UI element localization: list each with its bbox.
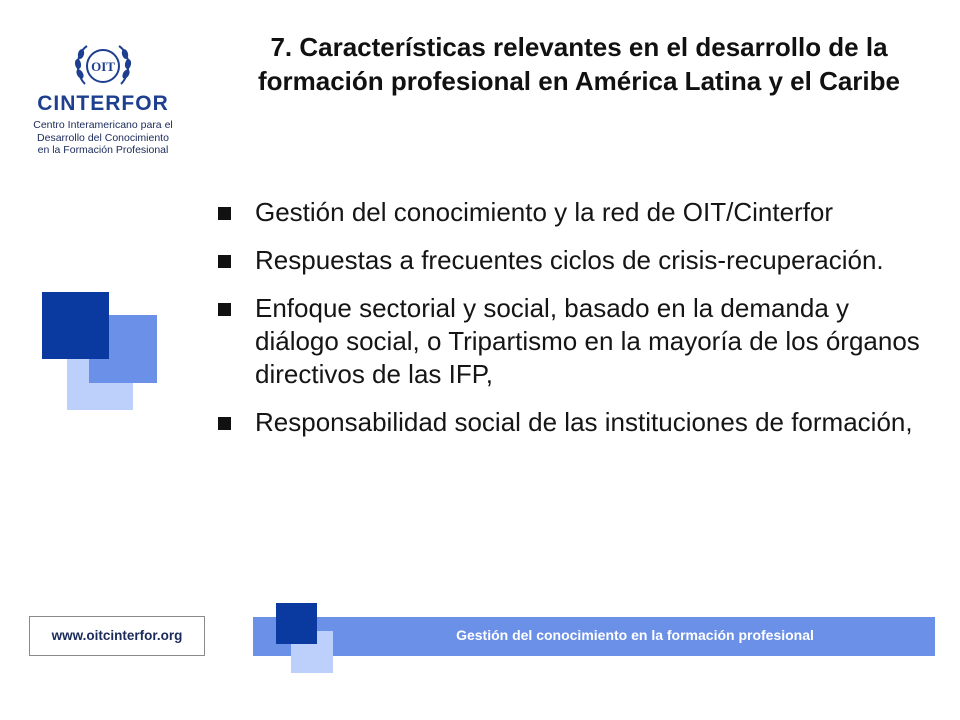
decor-square-dark bbox=[42, 292, 109, 359]
square-bullet-icon bbox=[218, 207, 231, 220]
list-item bbox=[218, 244, 930, 277]
footer-caption: Gestión del conocimiento en la formación profesional bbox=[456, 627, 814, 643]
bullet-text: Gestión del conocimiento y la red de OIT/Cinterfor bbox=[255, 197, 834, 227]
slide-title: 7. Características relevantes en el desarrollo de la formación profesional en América Latina y el Caribe bbox=[257, 32, 900, 96]
logo-subtitle-line: Desarrollo del Conocimiento bbox=[37, 131, 169, 144]
website-url[interactable]: www.oitcinterfor.org bbox=[29, 616, 205, 656]
footer-square-dark bbox=[276, 603, 317, 644]
bullet-list bbox=[218, 196, 930, 454]
oit-emblem-text: OIT bbox=[91, 59, 115, 74]
square-bullet-icon bbox=[218, 255, 231, 268]
list-item bbox=[218, 406, 930, 439]
bullet-text: Enfoque sectorial y social, basado en la demanda y diálogo social, o Tripartismo en la mayoría de los órganos directivos de las IFP, bbox=[255, 293, 920, 389]
logo-subtitle-line: Centro Interamericano para el bbox=[33, 119, 173, 131]
cinterfor-logo bbox=[8, 38, 198, 157]
logo-subtitle bbox=[8, 119, 198, 157]
logo-subtitle-line: en la Formación Profesional bbox=[37, 144, 169, 156]
logo-wordmark: CINTERFOR bbox=[37, 92, 169, 115]
square-bullet-icon bbox=[218, 303, 231, 316]
bullet-text: Respuestas a frecuentes ciclos de crisis-recuperación. bbox=[255, 245, 884, 275]
list-item bbox=[218, 292, 930, 391]
list-item bbox=[218, 196, 930, 229]
oit-emblem-icon bbox=[71, 38, 135, 94]
square-bullet-icon bbox=[218, 417, 231, 430]
bullet-text: Responsabilidad social de las instituciones de formación, bbox=[255, 407, 913, 437]
